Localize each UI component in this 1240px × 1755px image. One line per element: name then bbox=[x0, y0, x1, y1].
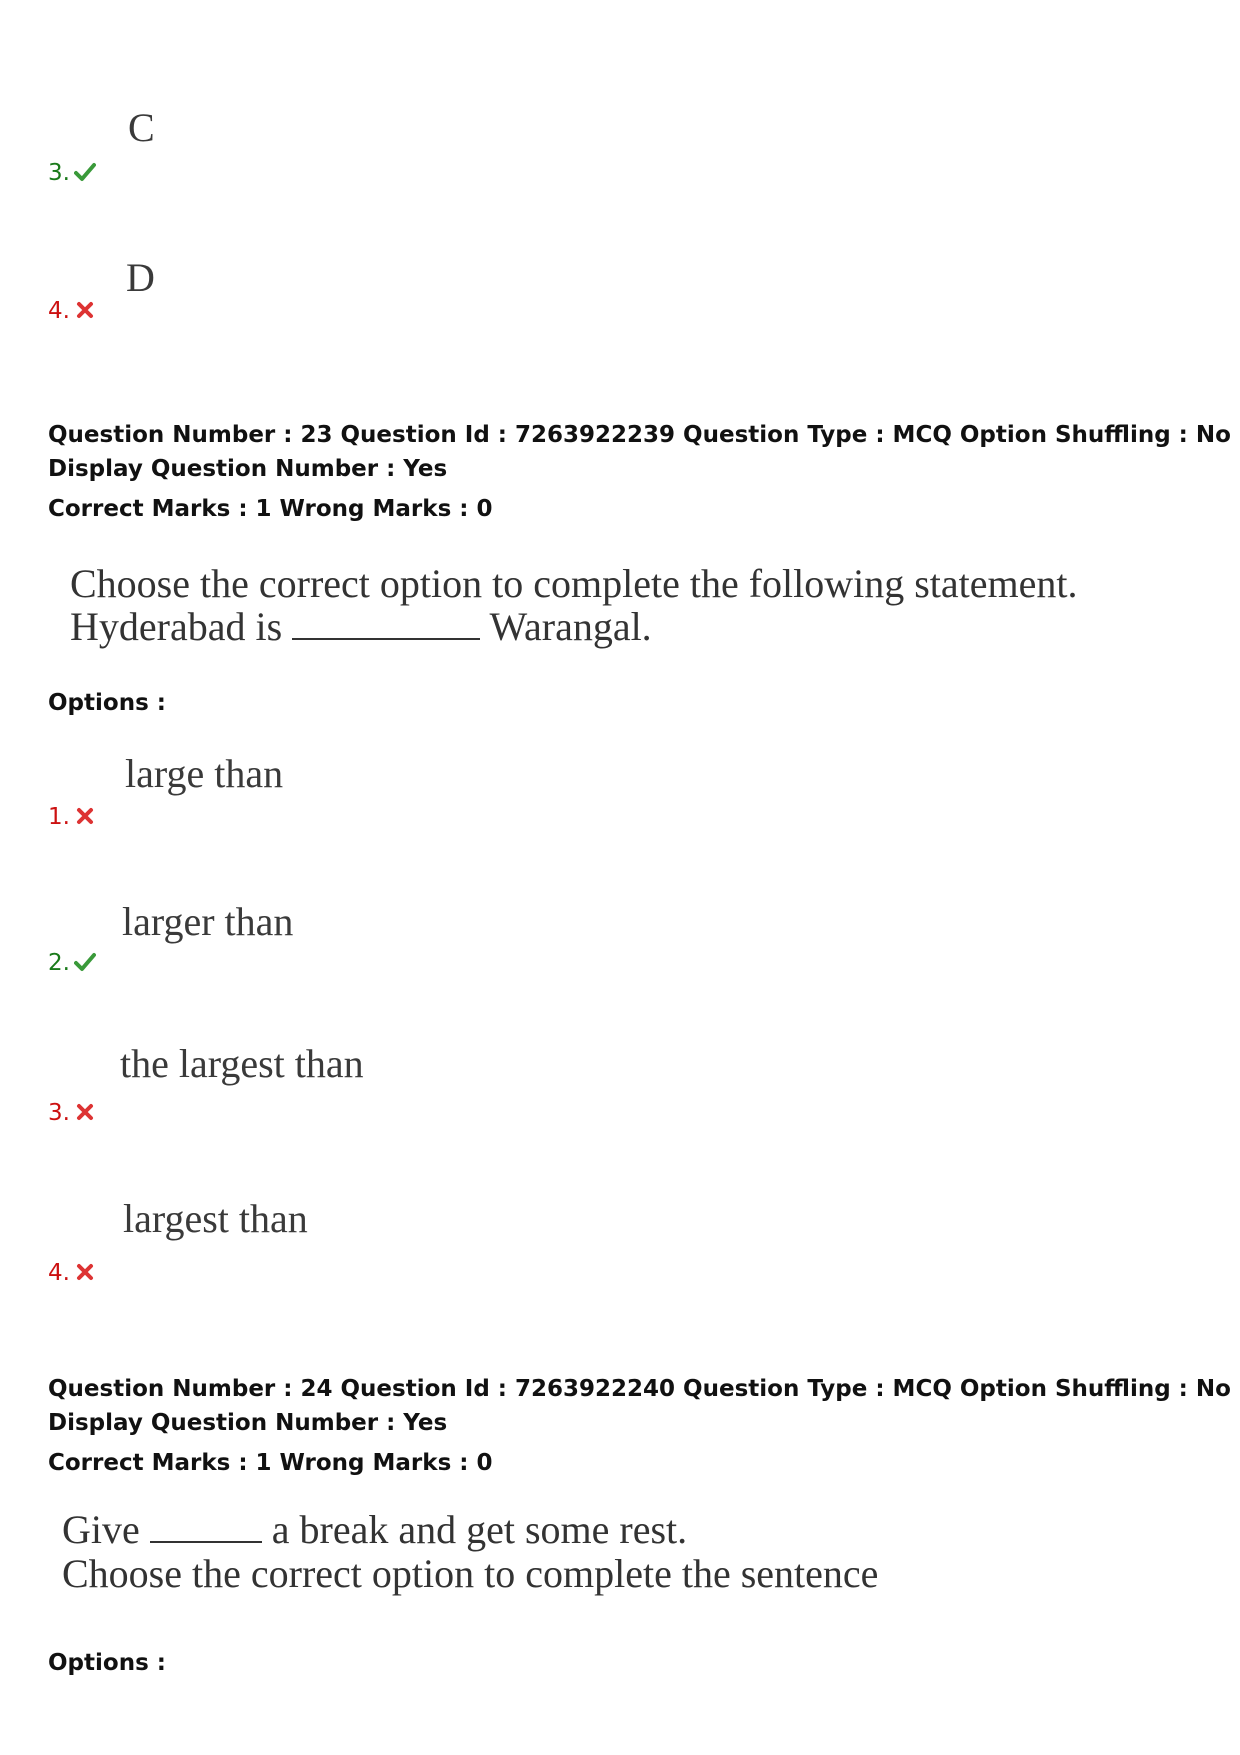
q23-stem-before: Hyderabad is bbox=[70, 604, 283, 649]
check-icon bbox=[74, 161, 96, 183]
q24-options-label: Options : bbox=[48, 1650, 166, 1676]
prev-option-3-text: C bbox=[128, 105, 155, 150]
cross-icon bbox=[74, 299, 96, 321]
prev-option-4 bbox=[48, 298, 96, 324]
option-number: 4. bbox=[48, 298, 70, 324]
q23-stem-after: Warangal. bbox=[489, 604, 652, 649]
fill-blank bbox=[150, 1511, 262, 1543]
q23-option-4-text: largest than bbox=[123, 1196, 308, 1241]
q23-option-1-text: large than bbox=[125, 751, 284, 796]
q24-meta-line1: Question Number : 24 Question Id : 7263922240 Question Type : MCQ Option Shuffling : No bbox=[48, 1376, 1231, 1402]
cross-icon bbox=[74, 805, 96, 827]
prev-option-3 bbox=[48, 160, 96, 186]
q23-option-2 bbox=[48, 950, 96, 976]
q23-option-1 bbox=[48, 804, 96, 830]
option-number: 1. bbox=[48, 804, 70, 830]
q24-meta-line2: Display Question Number : Yes bbox=[48, 1410, 448, 1436]
check-icon bbox=[74, 951, 96, 973]
q23-option-2-text: larger than bbox=[122, 899, 294, 944]
cross-icon bbox=[74, 1261, 96, 1283]
option-number: 3. bbox=[48, 160, 70, 186]
option-number: 2. bbox=[48, 950, 70, 976]
q23-option-3 bbox=[48, 1100, 96, 1126]
q24-marks: Correct Marks : 1 Wrong Marks : 0 bbox=[48, 1450, 493, 1476]
q23-options-label: Options : bbox=[48, 690, 166, 716]
q23-option-3-text: the largest than bbox=[120, 1041, 364, 1086]
q23-stem-line2 bbox=[70, 605, 652, 649]
q23-stem-line1: Choose the correct option to complete the following statement. bbox=[70, 561, 1078, 606]
cross-icon bbox=[74, 1101, 96, 1123]
q23-option-4 bbox=[48, 1260, 96, 1286]
option-number: 4. bbox=[48, 1260, 70, 1286]
q24-stem-before: Give bbox=[62, 1507, 140, 1552]
q23-meta-line1: Question Number : 23 Question Id : 7263922239 Question Type : MCQ Option Shuffling : No bbox=[48, 422, 1231, 448]
q23-marks: Correct Marks : 1 Wrong Marks : 0 bbox=[48, 496, 493, 522]
q23-meta-line2: Display Question Number : Yes bbox=[48, 456, 448, 482]
prev-option-4-text: D bbox=[126, 255, 155, 300]
fill-blank bbox=[292, 608, 480, 640]
option-number: 3. bbox=[48, 1100, 70, 1126]
q24-stem-line1 bbox=[62, 1508, 687, 1552]
q24-stem-after: a break and get some rest. bbox=[271, 1507, 688, 1552]
q24-stem-line2: Choose the correct option to complete the sentence bbox=[62, 1551, 879, 1596]
